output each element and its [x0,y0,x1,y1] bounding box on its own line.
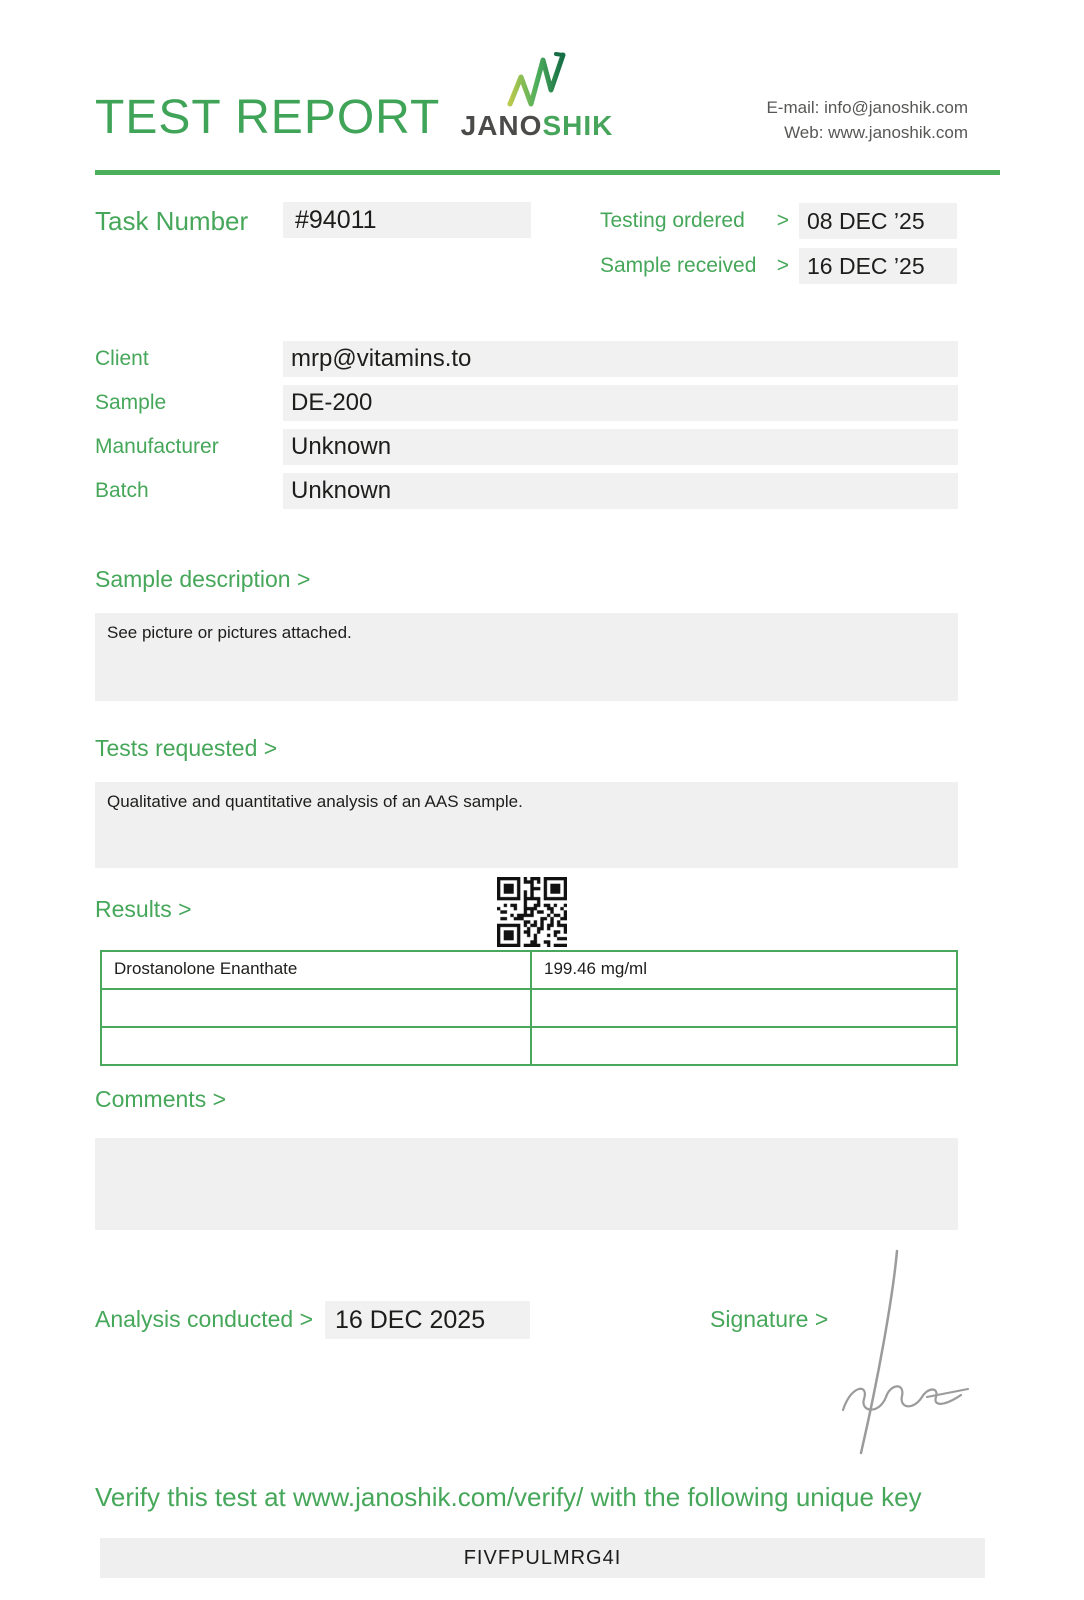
signature-label: Signature > [710,1306,829,1332]
logo [452,50,622,142]
sample-received-label: Sample received [600,254,757,277]
table-row [102,1028,956,1064]
signature-scribble [835,1245,975,1465]
unique-key-value: FIVFPULMRG4I [100,1538,985,1578]
analysis-conducted-value: 16 DEC 2025 [325,1301,530,1339]
batch-label: Batch [95,479,149,502]
web-value: www.janoshik.com [828,123,968,142]
logo-text-shik: SHIK [542,110,614,141]
detail-row-batch [95,473,958,509]
tests-requested-body: Qualitative and quantitative analysis of an AAS sample. [95,782,958,868]
table-row [102,990,956,1028]
logo-text-jano: JANO [460,110,543,141]
logo-wordmark [452,110,622,142]
web-label: Web: [784,123,824,142]
detail-row-manufacturer [95,429,958,465]
testing-ordered-label: Testing ordered [600,209,745,232]
task-number-label: Task Number [95,206,249,236]
result-analyte [102,1028,532,1064]
verify-instruction: Verify this test at www.janoshik.com/verify/ with the following unique key [95,1482,922,1512]
results-table [100,950,958,1066]
sample-received-value: 16 DEC ’25 [799,248,957,284]
chevron: > [776,254,789,277]
result-value: 199.46 mg/ml [544,959,647,978]
detail-row-client [95,341,958,377]
result-value [532,990,956,1026]
testing-ordered-row [600,203,957,239]
page-title: TEST REPORT [95,91,441,144]
chart-growth-icon [505,50,569,108]
signature-icon [835,1245,975,1460]
chevron: > [776,209,789,232]
results-heading: Results > [95,896,192,922]
comments-body [95,1138,958,1230]
sample-description-heading: Sample description > [95,566,311,592]
sample-value: DE-200 [283,385,958,421]
testing-ordered-value: 08 DEC ’25 [799,203,957,239]
detail-row-sample [95,385,958,421]
email-value: info@janoshik.com [824,98,968,117]
sample-description-body: See picture or pictures attached. [95,613,958,701]
client-details [95,341,958,517]
task-number-value: #94011 [283,202,531,238]
contact-web-line [766,120,968,145]
result-analyte: Drostanolone Enanthate [102,952,532,988]
client-value: mrp@vitamins.to [283,341,958,377]
batch-value: Unknown [283,473,958,509]
result-analyte [102,990,532,1026]
comments-heading: Comments > [95,1086,227,1112]
order-dates [600,203,957,284]
header-divider [95,170,1000,175]
email-label: E-mail: [766,98,820,117]
tests-requested-heading: Tests requested > [95,735,278,761]
sample-received-row [600,248,957,284]
analysis-conducted-label: Analysis conducted > [95,1306,313,1332]
client-label: Client [95,347,149,370]
sample-label: Sample [95,391,167,414]
contact-info [766,95,968,145]
table-row [102,952,956,990]
contact-email-line [766,95,968,120]
qr-code [497,877,567,947]
result-value [532,1028,956,1064]
manufacturer-label: Manufacturer [95,435,219,458]
manufacturer-value: Unknown [283,429,958,465]
